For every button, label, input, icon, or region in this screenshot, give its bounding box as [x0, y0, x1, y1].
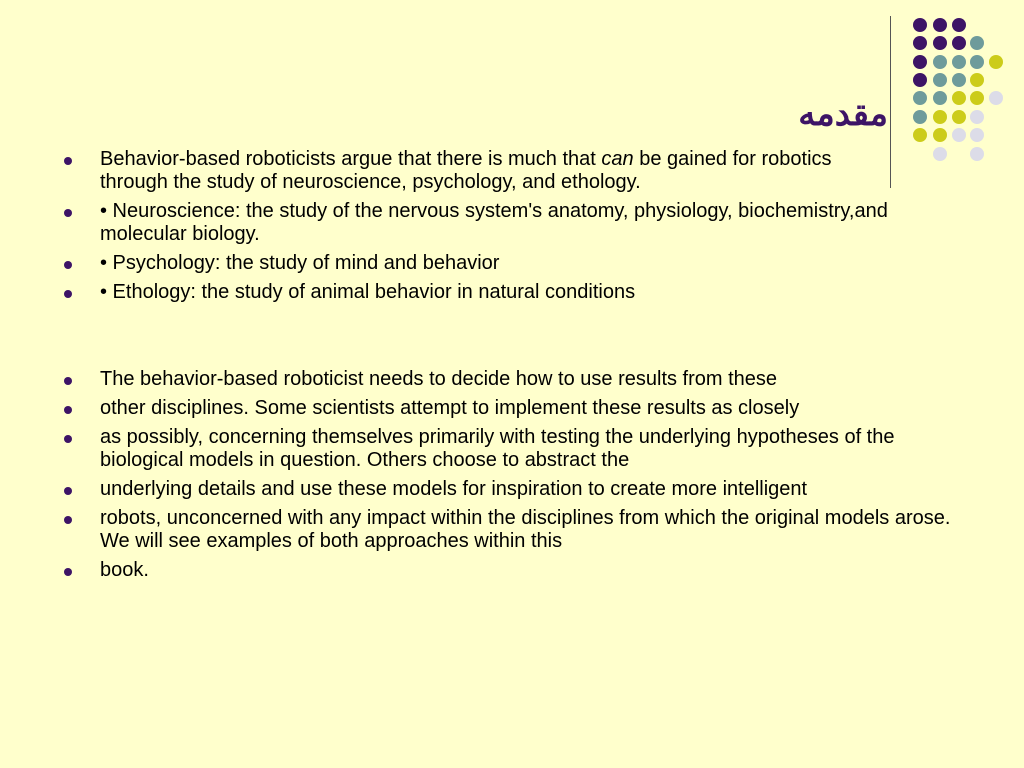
bullet-text: as possibly, concerning themselves primarily with testing the underlying hypotheses of the biological models in question. Others choose to abstract the [100, 426, 895, 471]
dot [933, 110, 947, 124]
bullet-text: underlying details and use these models for inspiration to create more intelligent [100, 478, 808, 500]
bullet-text: The behavior-based roboticist needs to decide how to use results from these [100, 368, 778, 390]
dot [952, 18, 966, 32]
dot [913, 55, 927, 69]
bullet-item [60, 368, 980, 391]
dot [952, 36, 966, 50]
dot [952, 110, 966, 124]
dot [952, 73, 966, 87]
dot [970, 36, 984, 50]
bullet-item [60, 148, 980, 194]
slide-title: مقدمه [798, 94, 888, 134]
bullet-item [60, 397, 980, 420]
dot [913, 91, 927, 105]
bullet-text-part: be gained for robotics through the study of neuroscience, psychology, and ethology. [100, 148, 832, 193]
dot [913, 73, 927, 87]
dot [970, 73, 984, 87]
dot [970, 110, 984, 124]
bullet-item [60, 252, 980, 275]
dot [952, 55, 966, 69]
dot [933, 36, 947, 50]
dot [913, 110, 927, 124]
dot [913, 36, 927, 50]
bullet-emphasis: can [601, 148, 634, 170]
dot [933, 18, 947, 32]
dot [970, 55, 984, 69]
dot [989, 55, 1003, 69]
dot [933, 55, 947, 69]
dot [952, 128, 966, 142]
dot [933, 73, 947, 87]
dot [933, 91, 947, 105]
bullet-text: • Psychology: the study of mind and behavior [100, 252, 500, 274]
bullet-item [60, 281, 980, 304]
bullet-text: other disciplines. Some scientists attempt to implement these results as closely [100, 397, 800, 419]
bullet-list-discussion [60, 368, 980, 582]
bullet-text: robots, unconcerned with any impact within the disciplines from which the original models arose. We will see examples of both approaches within this [100, 507, 951, 552]
dot [989, 91, 1003, 105]
spacer [60, 310, 980, 368]
bullet-text: • Neuroscience: the study of the nervous system's anatomy, physiology, biochemistry,and molecular biology. [100, 200, 888, 245]
dot [913, 18, 927, 32]
bullet-item [60, 200, 980, 246]
dot [952, 91, 966, 105]
slide-body [60, 148, 980, 588]
dot [913, 128, 927, 142]
bullet-item [60, 478, 980, 501]
bullet-item [60, 426, 980, 472]
bullet-text: • Ethology: the study of animal behavior in natural conditions [100, 281, 636, 303]
bullet-item [60, 559, 980, 582]
dot [970, 91, 984, 105]
bullet-text [100, 148, 900, 194]
bullet-text: book. [100, 559, 149, 581]
dot [970, 128, 984, 142]
bullet-text-part: Behavior-based roboticists argue that there is much that [100, 148, 602, 170]
bullet-item [60, 507, 980, 553]
bullet-list-intro [60, 148, 980, 304]
dot [933, 128, 947, 142]
